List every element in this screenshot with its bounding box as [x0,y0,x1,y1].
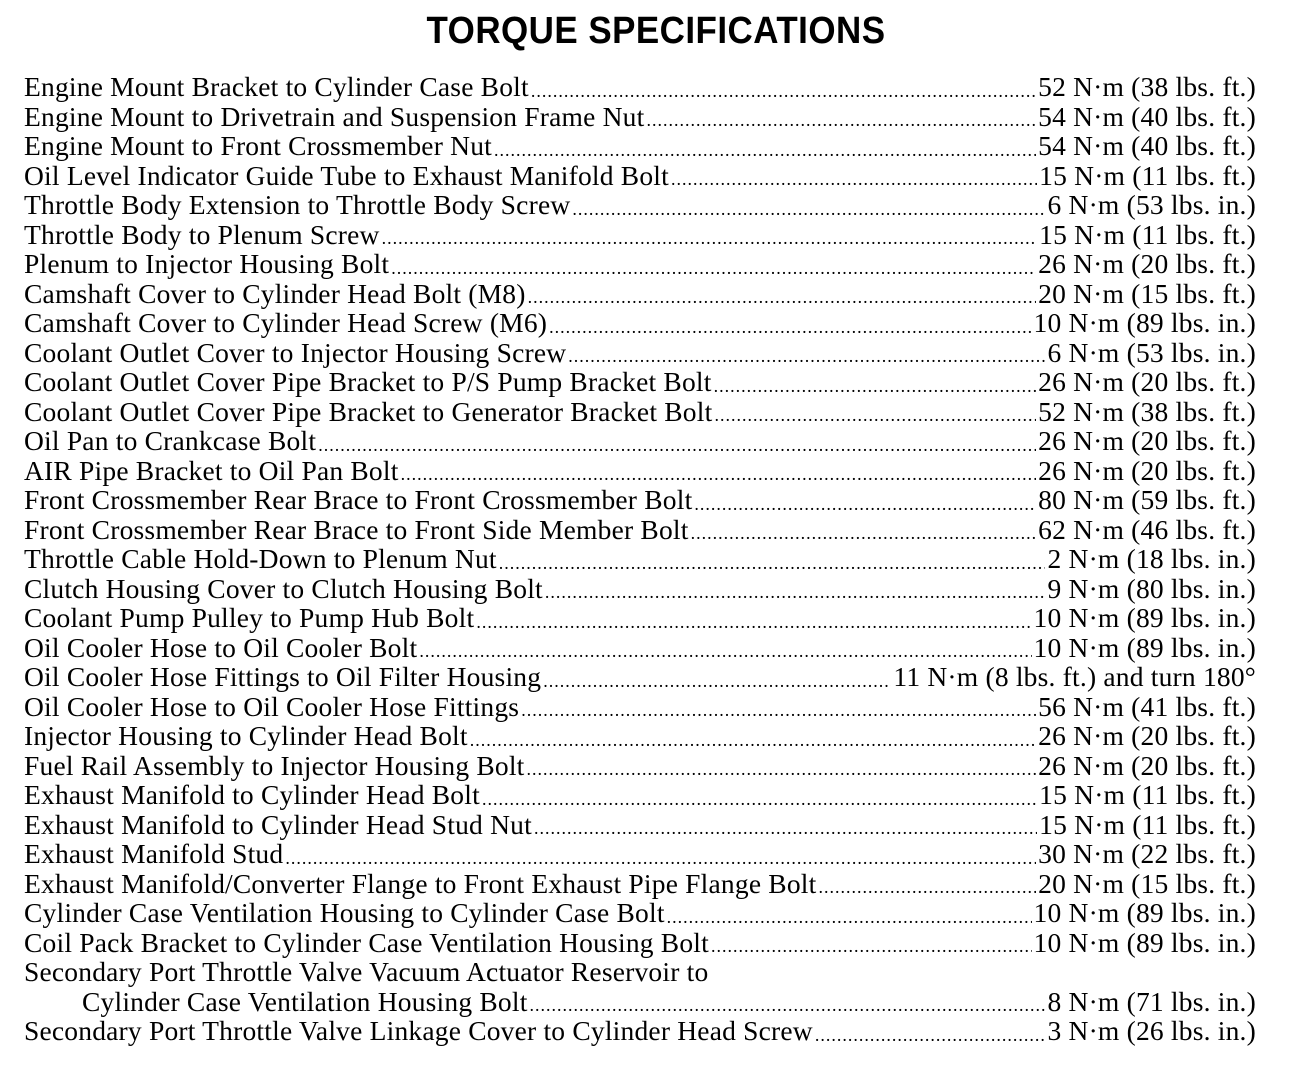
dot-leader [667,898,1032,928]
dot-leader [549,308,1031,338]
spec-row [24,161,1256,191]
spec-row [24,131,1256,161]
dot-leader [691,515,1037,545]
spec-value: 26 N·m (20 lbs. ft.) [1038,749,1256,781]
dot-leader [482,780,1037,810]
spec-row [24,603,1256,633]
spec-row [24,869,1256,899]
dot-leader [318,426,1036,456]
dot-leader [568,338,1045,368]
spec-row [24,721,1256,751]
spec-row [24,898,1256,928]
dot-leader [521,692,1036,722]
spec-value: 56 N·m (41 lbs. ft.) [1038,690,1256,722]
dot-leader [285,839,1036,869]
spec-row [24,426,1256,456]
dot-leader [494,131,1036,161]
dot-leader [470,721,1036,751]
spec-value: 6 N·m (53 lbs. in.) [1047,336,1256,368]
spec-label: Oil Cooler Hose to Oil Cooler Bolt [24,631,418,663]
spec-row [24,780,1256,810]
spec-row [24,662,1256,692]
spec-row [24,544,1256,574]
dot-leader [572,190,1045,220]
spec-row [24,190,1256,220]
spec-value: 62 N·m (46 lbs. ft.) [1038,513,1256,545]
spec-value: 54 N·m (40 lbs. ft.) [1038,130,1256,161]
spec-label: Injector Housing to Cylinder Head Bolt [24,720,468,751]
spec-value: 80 N·m (59 lbs. ft.) [1038,484,1256,515]
spec-label: Plenum to Injector Housing Bolt [24,248,390,279]
spec-value: 20 N·m (15 lbs. ft.) [1038,277,1256,309]
spec-value: 10 N·m (89 lbs. in.) [1033,307,1256,338]
spec-value: 20 N·m (15 lbs. ft.) [1038,867,1256,899]
spec-value: 6 N·m (53 lbs. in.) [1047,189,1256,220]
spec-label: AIR Pipe Bracket to Oil Pan Bolt [24,454,399,486]
dot-leader [499,544,1046,574]
spec-value: 15 N·m (11 lbs. ft.) [1039,218,1256,250]
spec-row [24,574,1256,604]
spec-value: 15 N·m (11 lbs. ft.) [1039,808,1256,840]
spec-value: 10 N·m (89 lbs. in.) [1033,897,1256,928]
spec-label: Cylinder Case Ventilation Housing to Cylinder Case Bolt [24,897,665,928]
dot-leader [818,869,1036,899]
spec-value: 10 N·m (89 lbs. in.) [1033,926,1256,958]
spec-label: Oil Cooler Hose to Oil Cooler Hose Fittings [24,690,520,722]
spec-label: Camshaft Cover to Cylinder Head Screw (M6) [24,307,548,338]
page-title: TORQUE SPECIFICATIONS [426,10,886,52]
spec-value: 9 N·m (80 lbs. in.) [1047,572,1256,604]
dot-leader [382,220,1038,250]
spec-row-heading [24,957,1256,987]
spec-value: 26 N·m (20 lbs. ft.) [1038,366,1256,397]
spec-label: Throttle Cable Hold-Down to Plenum Nut [24,543,497,574]
spec-label: Exhaust Manifold to Cylinder Head Stud Nut [24,808,532,840]
spec-row [24,456,1256,486]
spec-label: Exhaust Manifold Stud [24,838,284,869]
spec-row [24,367,1256,397]
spec-value: 30 N·m (22 lbs. ft.) [1038,838,1256,869]
spec-value: 54 N·m (40 lbs. ft.) [1038,100,1256,132]
spec-row [24,102,1256,132]
dot-leader [527,751,1037,781]
spec-value: 26 N·m (20 lbs. ft.) [1038,720,1256,751]
dot-leader [530,987,1046,1017]
spec-row [24,515,1256,545]
dot-leader [476,603,1031,633]
dot-leader [531,72,1036,102]
spec-label: Throttle Body to Plenum Screw [24,218,380,250]
spec-label: Coolant Outlet Cover Pipe Bracket to Generator Bracket Bolt [24,395,713,427]
spec-label: Exhaust Manifold to Cylinder Head Bolt [24,779,480,810]
spec-row [24,810,1256,840]
spec-row [24,839,1256,869]
spec-label: Oil Cooler Hose Fittings to Oil Filter Housing [24,661,542,692]
dot-leader [543,662,891,692]
dot-leader [671,161,1037,191]
spec-row [24,1016,1256,1046]
spec-value: 52 N·m (38 lbs. ft.) [1038,71,1256,102]
spec-row [24,249,1256,279]
spec-label: Engine Mount to Front Crossmember Nut [24,130,492,161]
spec-label: Oil Pan to Crankcase Bolt [24,425,317,456]
spec-row [24,397,1256,427]
spec-label: Coolant Outlet Cover Pipe Bracket to P/S Pump Bracket Bolt [24,366,712,397]
spec-label: Oil Level Indicator Guide Tube to Exhaust Manifold Bolt [24,159,669,191]
spec-value: 3 N·m (26 lbs. in.) [1047,1015,1256,1046]
spec-row [24,72,1256,102]
spec-row [24,751,1256,781]
spec-value: 10 N·m (89 lbs. in.) [1033,602,1256,633]
spec-value: 26 N·m (20 lbs. ft.) [1038,454,1256,486]
spec-label: Coil Pack Bracket to Cylinder Case Ventilation Housing Bolt [24,926,709,958]
spec-row [24,633,1256,663]
dot-leader [694,485,1036,515]
spec-label: Front Crossmember Rear Brace to Front Side Member Bolt [24,513,689,545]
dot-leader [714,367,1037,397]
spec-label: Engine Mount to Drivetrain and Suspension Frame Nut [24,100,645,132]
spec-label: Clutch Housing Cover to Clutch Housing Bolt [24,572,543,604]
dot-leader [528,279,1037,309]
dot-leader [646,102,1036,132]
spec-label: Throttle Body Extension to Throttle Body Screw [24,189,571,220]
spec-label: Cylinder Case Ventilation Housing Bolt [82,985,528,1017]
spec-value: 10 N·m (89 lbs. in.) [1033,631,1256,663]
spec-value: 15 N·m (11 lbs. ft.) [1039,779,1256,810]
spec-label: Secondary Port Throttle Valve Linkage Cover to Cylinder Head Screw [24,1015,813,1046]
spec-row [24,338,1256,368]
spec-label: Exhaust Manifold/Converter Flange to Front Exhaust Pipe Flange Bolt [24,867,817,899]
spec-value: 8 N·m (71 lbs. in.) [1047,985,1256,1017]
dot-leader [419,633,1031,663]
spec-label: Secondary Port Throttle Valve Vacuum Actuator Reservoir to [24,956,709,987]
dot-leader [714,397,1036,427]
spec-label: Coolant Outlet Cover to Injector Housing Screw [24,336,567,368]
dot-leader [545,574,1046,604]
spec-value: 2 N·m (18 lbs. in.) [1047,543,1256,574]
torque-spec-list [24,72,1256,1046]
spec-row [24,692,1256,722]
spec-value: 26 N·m (20 lbs. ft.) [1038,248,1256,279]
spec-row [24,279,1256,309]
spec-value: 52 N·m (38 lbs. ft.) [1038,395,1256,427]
spec-value: 26 N·m (20 lbs. ft.) [1038,425,1256,456]
spec-row-continuation [24,987,1256,1017]
spec-label: Camshaft Cover to Cylinder Head Bolt (M8) [24,277,526,309]
dot-leader [401,456,1037,486]
spec-row [24,308,1256,338]
dot-leader [711,928,1032,958]
spec-row [24,485,1256,515]
spec-label: Coolant Pump Pulley to Pump Hub Bolt [24,602,475,633]
spec-label: Front Crossmember Rear Brace to Front Crossmember Bolt [24,484,693,515]
dot-leader [534,810,1037,840]
spec-value: 11 N·m (8 lbs. ft.) and turn 180° [893,661,1256,692]
spec-value: 15 N·m (11 lbs. ft.) [1039,159,1256,191]
spec-row [24,928,1256,958]
spec-label: Engine Mount Bracket to Cylinder Case Bolt [24,71,529,102]
dot-leader [815,1016,1046,1046]
spec-label: Fuel Rail Assembly to Injector Housing Bolt [24,749,525,781]
dot-leader [391,249,1036,279]
spec-row [24,220,1256,250]
